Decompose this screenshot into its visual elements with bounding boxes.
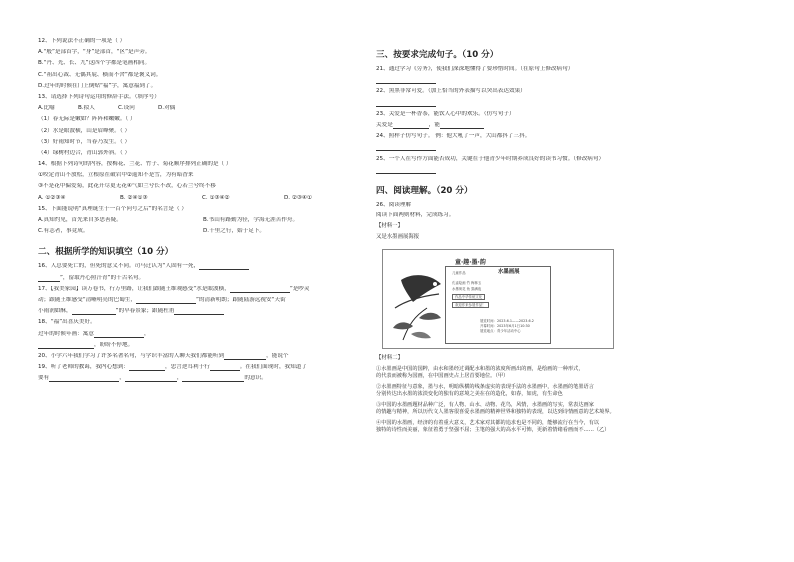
ink-bird-icon <box>401 275 441 302</box>
q19-text-c2: ， <box>119 375 125 382</box>
q14-opt-b: B. ②④①③ <box>120 194 148 201</box>
q17-text-a2: ”是吵灵 <box>289 285 310 292</box>
q14-line-2: ③不是花中偏爱菊，此花开尽更无花④气如兰兮长不改，心若兰兮终不移 <box>38 183 216 190</box>
poster-line-2: 水墨荷花 鱼 猫满夜 <box>452 287 482 292</box>
poster-date-2: 开幕时间：2023年6月1日10:30 <box>480 324 530 329</box>
section-2-title: 二、根据所学的知识填空（10 分） <box>38 247 174 258</box>
q16-text-b: ”，留取丹心照汗青”的千古名句。 <box>60 274 145 281</box>
q17-text-b2: ”的清新明朗；跟随陆游远视安“天街 <box>196 296 286 303</box>
q17-text-c: 小雨润如酥， <box>38 308 72 315</box>
q18-line-3 <box>38 342 368 353</box>
q14-options <box>38 195 368 206</box>
q16-blank-1[interactable] <box>199 263 249 270</box>
q15-opt-c: C.有志者，事竟成。 <box>38 228 89 235</box>
q13-item-4: （4）绿树村边合，青山郭外斜。（ ） <box>38 149 131 156</box>
q13-stem: 13、请选择下列诗句运用的修辞手法。（填序号） <box>38 93 160 100</box>
q23-text-b: 关爱是 <box>376 121 393 128</box>
q14-opt-d: D. ②③④① <box>284 194 312 201</box>
q20-text-a: 20、小学六年我们学习了许多名著名句，与学识丰富的人聊天我们都能听到 <box>38 352 225 359</box>
q21-answer-line <box>376 77 761 88</box>
q13-opt-c: C.设问 <box>118 105 135 112</box>
q19-text-c2b: ， <box>176 375 183 382</box>
q15-row-1 <box>38 217 368 228</box>
q22: 22、黑黑非常可爱。（加上恰当的外表描写以突出表达效果） <box>376 88 526 95</box>
section-4-title: 四、阅读理解。（20 分） <box>376 185 473 196</box>
q12-option-a: A.“般”是部首字，“身”是部首，“区”是声旁。 <box>38 49 151 56</box>
q22-blank[interactable] <box>376 100 436 107</box>
q17-line-2 <box>38 297 368 308</box>
poster-info-box <box>445 266 551 344</box>
q13-item-3: （3）好雨知时节，当春乃发生。（ ） <box>38 138 131 145</box>
poster-date-3: 展览地点：青少年活动中心 <box>480 329 521 334</box>
q19-blank-4[interactable] <box>125 375 177 382</box>
q19-text-c3: 的意识。 <box>244 375 267 382</box>
material-2-p3b: 的情趣与精神，所以历代文人墨客很喜爱水墨画的精神世界和独特的表现，以达到诗情画意的艺术境界。 <box>376 409 615 416</box>
q12-option-d: D.过年的时候在门上倒贴“福”字，寓意福到了。 <box>38 82 157 89</box>
q16-text-a: 16、人总要死亡的，但死的意义不同。司马迁认为“人固有一死， <box>38 263 200 270</box>
poster-date-1: 展览时间：2023.6.1——2023.6.2 <box>480 319 534 324</box>
q24-answer-line <box>376 144 761 155</box>
q19-text-b3: 。在我们面现时，我知道了 <box>239 364 307 371</box>
q25: 25、一个人在写作方面能否成功，关键在于他青少年时期养成良好的读书习惯。（修改病句） <box>376 155 605 162</box>
q17-text-c2: ”的早春景象；跟随杜甫 <box>115 308 175 315</box>
q13-opt-a: A.比喻 <box>38 105 55 112</box>
q15-row-2 <box>38 228 368 239</box>
q15-opt-b: B.书山有路勤为径，学海无涯苦作舟。 <box>203 217 299 223</box>
q20-line-1 <box>38 353 368 364</box>
q17-line-3 <box>38 308 368 319</box>
q12-option-c: C.“祖出心裁、无偶其屁、横而不舍”都是褒义词。 <box>38 71 162 78</box>
material-2-p4: ④中国的水墨画，经济的有着重大意义，艺术家对其都的追求也是不同的，能够流行在当今，有以 <box>376 420 600 427</box>
q15-opt-a: A.真知灼见，首先来自多思善疑。 <box>38 217 122 223</box>
q21-blank[interactable] <box>376 77 436 84</box>
q20-text-a2: ，能说个 <box>266 352 289 359</box>
material-1-caption: 又是水墨画展海报 <box>376 234 420 241</box>
section-3-title: 三、按要求完成句子。（10 分） <box>376 50 499 60</box>
material-2-p2: ②水墨画特征与意象，墨与水，明暗纵横的线条虚实的表现手法的水墨画中，水墨画的笔墨语言 <box>376 384 594 391</box>
q23-text-c: ，能 <box>428 121 440 128</box>
q13-item-2: （2）水是眼波横，山是眉峰聚。（ ） <box>38 127 131 134</box>
q24-blank[interactable] <box>376 144 436 151</box>
q19-text-b2: ，忠言逆耳利于行 <box>165 364 210 371</box>
q17-blank-3[interactable] <box>72 308 116 315</box>
q16-line-2 <box>38 275 368 286</box>
q18-text-d: ，盼盼不停地。 <box>94 341 134 348</box>
material-2-p1: ①水墨画是中国的国粹，由水和墨经过调配水和墨的浓度所画出的画，是绘画的一种形式， <box>376 366 584 373</box>
q24: 24、照样子仿写句子。 例：他大吼了一声，大山都抖了三抖。 <box>376 133 531 140</box>
q14-opt-c: C. ①③④② <box>202 194 230 201</box>
poster-line-4: 欢迎你来参展作品！ <box>452 302 489 308</box>
q19-line-1 <box>38 364 368 375</box>
q14-stem: 14、根据下列诗句的内容，按梅花、兰花、竹子、菊花顺序排列正确的是（ ） <box>38 161 232 168</box>
q18-line-2 <box>38 331 368 342</box>
q20-blank-1[interactable] <box>224 353 266 360</box>
q12-stem: 12、下列说法不正确的一项是（ ） <box>38 38 126 44</box>
material-2-p1b: 的代表而被称为国画，在中国画史占上居首要地位。（甲） <box>376 373 509 380</box>
q18-line-1: 18、“福”出喜庆美好。 <box>38 319 96 326</box>
q25-blank[interactable] <box>376 167 436 174</box>
q19-blank-5[interactable] <box>182 375 244 382</box>
q17-text-b: 动；跟随王维感受“清晰明亮的巴蜀生， <box>38 296 136 303</box>
material-2-label: 【材料二】 <box>376 355 403 362</box>
q19-text-b: 19、听了老师的教诲，我内心想到： <box>38 364 130 371</box>
q15-stem: 15、下面能说明“真理诞生于一百个问号之后”的名言是（ ） <box>38 205 187 212</box>
q22-answer-line <box>376 100 761 111</box>
poster-banner: 童·趣·墨·韵 <box>455 259 486 267</box>
q23-answer-line <box>376 122 761 133</box>
q13-options <box>38 105 368 116</box>
q17-blank-1[interactable] <box>230 286 290 293</box>
q13-opt-d: D.对偶 <box>158 105 176 112</box>
poster-sub: 儿童作品 <box>452 271 466 276</box>
material-2-p3: ③中国的水墨画题材品种广泛，有人物、山水、动物、花鸟，风情，水墨画的写实，常表达画家 <box>376 402 594 409</box>
q14-opt-a: A. ①②③④ <box>38 194 66 201</box>
q19-line-2 <box>38 375 368 386</box>
q17-blank-4[interactable] <box>174 308 224 315</box>
q17-blank-2[interactable] <box>136 297 196 304</box>
q13-opt-b: B.拟人 <box>78 105 95 112</box>
q16-line-1 <box>38 263 368 274</box>
material-1-label: 【材料一】 <box>376 223 403 230</box>
q23-blank-1[interactable] <box>393 122 429 129</box>
q13-item-1: （1）春无际是嫩如？阵阵和嫩嫩。（ ） <box>38 116 136 123</box>
q12-option-b: B.“丹、光、长、九”这四个字都是笔画相同。 <box>38 60 151 67</box>
poster-title: 水墨画展 <box>498 269 520 276</box>
right-column <box>376 50 761 434</box>
q19-blank-3[interactable] <box>49 375 119 382</box>
q18-blank-1[interactable] <box>94 331 144 338</box>
left-column <box>38 38 368 386</box>
q15-opt-d: D.千里之行，始于足下。 <box>203 228 266 235</box>
q18-text-b: 过年的时候年画：寓意 <box>38 330 94 337</box>
q17-line-1 <box>38 286 368 297</box>
poster-line-3: 作品中华传统文化 <box>452 294 485 300</box>
q18-blank-2[interactable] <box>38 342 94 349</box>
q26-instructions: 阅读下面两则材料，完成练习。 <box>376 211 455 218</box>
material-2-p2b: 分别传达出水墨的浓淡变化的独有的意境之美在在的造化，如春，如虎，有生命色 <box>376 391 563 398</box>
q19-blank-1[interactable] <box>129 364 165 371</box>
q25-answer-line <box>376 167 761 178</box>
q23: 23、关爱是一杯香茶，能饮人心中的欢乐。（仿写句子） <box>376 110 515 117</box>
q19-text-c: 要有 <box>38 375 50 382</box>
material-2-p4b: 独特的诗性而美丽，象征着勇于坚强不屈；主笔的强大的高水平可怖，更新着情绪看画而不……（乙） <box>376 427 610 434</box>
q23-blank-2[interactable] <box>440 122 484 129</box>
q16-blank-2[interactable] <box>38 275 60 282</box>
q19-blank-2[interactable] <box>210 364 240 371</box>
poster-line-1: 孔雀绘画 竹 梅林玉 <box>452 281 482 286</box>
q21: 21、通过学习《劳务》，使我们深深地懂得了要珍惜时间。（在原句上修改病句） <box>376 66 574 72</box>
q17-text-a: 17、【我美家园】读万卷书，行万里路，让我们跟随王维观感受“水是眼波横， <box>38 285 230 292</box>
exhibition-poster <box>382 249 614 349</box>
q18-text-c: ， <box>143 330 150 337</box>
q26: 26、阅读理解 <box>376 201 412 208</box>
q14-line-1: ①咬定青山不放松，立根原在破岩中②遥知不是雪，为有暗香来 <box>38 172 194 179</box>
